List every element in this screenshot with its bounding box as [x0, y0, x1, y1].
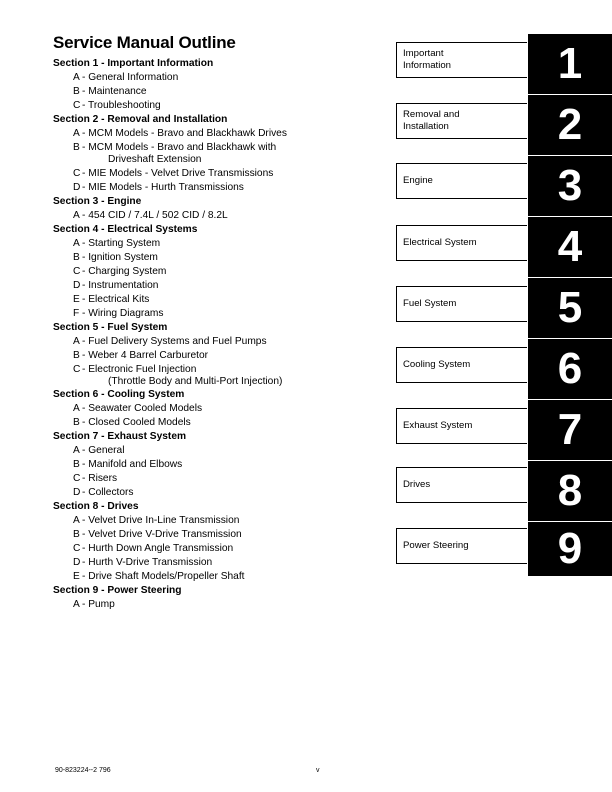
item-text: - Electronic Fuel Injection — [82, 363, 197, 375]
item-text: - General — [82, 445, 125, 456]
list-item — [53, 141, 383, 155]
item-letter: C — [73, 100, 81, 111]
item-text: - Troubleshooting — [82, 100, 161, 111]
list-item — [53, 486, 383, 500]
tab-number-5[interactable]: 5 — [528, 278, 612, 338]
list-item — [53, 402, 383, 416]
item-letter: C — [73, 363, 81, 375]
item-letter: A — [73, 515, 80, 526]
item-text: - MCM Models - Bravo and Blackhawk with — [82, 142, 277, 153]
tab-label-line: Power Steering — [403, 540, 469, 551]
item-text: - Hurth V-Drive Transmission — [82, 557, 213, 568]
section-heading: Section 8 - Drives — [53, 501, 139, 512]
item-letter: A — [73, 128, 80, 139]
list-item — [53, 444, 383, 458]
tab-number-4[interactable]: 4 — [528, 217, 612, 277]
tab-label-line: Removal and — [403, 109, 460, 120]
section-3 — [53, 195, 383, 223]
list-item — [53, 528, 383, 542]
list-item — [53, 514, 383, 528]
item-text: - Closed Cooled Models — [82, 417, 191, 428]
list-item — [53, 265, 383, 279]
section-heading: Section 7 - Exhaust System — [53, 431, 187, 442]
section-heading: Section 3 - Engine — [53, 195, 142, 207]
item-text: - Wiring Diagrams — [82, 307, 164, 319]
list-item — [53, 237, 383, 251]
item-letter: A — [73, 599, 80, 610]
list-item — [53, 556, 383, 570]
item-letter: B — [73, 142, 80, 153]
page-number: v — [316, 767, 320, 774]
item-letter: D — [73, 487, 81, 498]
list-item — [53, 251, 383, 265]
item-letter: A — [73, 72, 80, 83]
tab-number-6[interactable]: 6 — [528, 339, 612, 399]
tab-label-line: Fuel System — [403, 298, 457, 309]
list-item — [53, 363, 383, 377]
item-text: - Charging System — [82, 265, 167, 277]
list-item — [53, 349, 383, 363]
tab-label-line: Drives — [403, 479, 431, 490]
item-text: - Maintenance — [82, 86, 147, 97]
section-2 — [53, 113, 383, 195]
tab-number-9[interactable]: 9 — [528, 522, 612, 576]
document-number: 90-823224--2 796 — [55, 767, 111, 774]
item-letter: C — [73, 265, 81, 277]
item-letter: F — [73, 307, 80, 319]
list-item — [53, 293, 383, 307]
tab-label-5[interactable] — [396, 286, 527, 322]
list-item — [53, 598, 383, 612]
item-text: - MIE Models - Velvet Drive Transmissions — [82, 167, 274, 179]
list-item — [53, 71, 383, 85]
section-9 — [53, 584, 383, 612]
item-letter: A — [73, 445, 80, 456]
list-item — [53, 167, 383, 181]
tab-label-line: Cooling System — [403, 359, 471, 370]
tab-label-line: Information — [403, 60, 451, 71]
item-letter: A — [73, 403, 80, 414]
item-letter: D — [73, 557, 81, 568]
section-4 — [53, 223, 383, 321]
item-letter: C — [73, 167, 81, 179]
section-heading: Section 9 - Power Steering — [53, 585, 182, 596]
item-letter: B — [73, 251, 80, 263]
tab-label-line: Engine — [403, 175, 433, 186]
list-item — [53, 458, 383, 472]
list-item — [53, 416, 383, 430]
tab-label-3[interactable] — [396, 163, 527, 199]
item-text: - Pump — [82, 599, 115, 610]
item-letter: D — [73, 181, 81, 193]
item-text: - General Information — [82, 72, 179, 83]
list-item — [53, 85, 383, 99]
item-text: - MIE Models - Hurth Transmissions — [82, 181, 244, 193]
item-letter: C — [73, 543, 81, 554]
item-text: - Manifold and Elbows — [82, 459, 183, 470]
tab-number-1[interactable]: 1 — [528, 34, 612, 94]
section-5 — [53, 321, 383, 389]
tab-number-3[interactable]: 3 — [528, 156, 612, 216]
item-text: - Electrical Kits — [82, 293, 150, 305]
section-6 — [53, 388, 383, 430]
item-letter: B — [73, 529, 80, 540]
item-letter: C — [73, 473, 81, 484]
item-text: - MCM Models - Bravo and Blackhawk Drives — [82, 128, 287, 139]
list-item-continuation: (Throttle Body and Multi-Port Injection) — [108, 375, 283, 387]
item-letter: A — [73, 335, 80, 347]
item-text: - Drive Shaft Models/Propeller Shaft — [82, 571, 245, 582]
list-item — [53, 472, 383, 486]
tab-label-8[interactable] — [396, 467, 527, 503]
list-item — [53, 307, 383, 321]
item-text: - Starting System — [82, 237, 161, 249]
item-text: - Fuel Delivery Systems and Fuel Pumps — [82, 335, 267, 347]
section-heading: Section 1 - Important Information — [53, 58, 214, 69]
item-text: - 454 CID / 7.4L / 502 CID / 8.2L — [82, 209, 228, 221]
tab-number-8[interactable]: 8 — [528, 461, 612, 521]
item-letter: B — [73, 349, 80, 361]
tab-label-1[interactable] — [396, 42, 527, 78]
list-item — [53, 570, 383, 584]
list-item — [53, 209, 383, 223]
item-text: - Seawater Cooled Models — [82, 403, 203, 414]
item-text: - Weber 4 Barrel Carburetor — [82, 349, 209, 361]
item-letter: B — [73, 417, 80, 428]
list-item — [53, 279, 383, 293]
section-heading: Section 2 - Removal and Installation — [53, 114, 228, 125]
tab-label-line: Important — [403, 48, 444, 59]
list-item-continuation: Driveshaft Extension — [108, 154, 202, 165]
tab-label-4[interactable] — [396, 225, 527, 261]
section-heading: Section 5 - Fuel System — [53, 321, 168, 333]
item-text: - Risers — [82, 473, 118, 484]
list-item — [53, 542, 383, 556]
tab-label-2[interactable] — [396, 103, 527, 139]
tab-number-7[interactable]: 7 — [528, 400, 612, 460]
item-letter: B — [73, 86, 80, 97]
section-1 — [53, 57, 383, 113]
item-letter: D — [73, 279, 81, 291]
item-letter: A — [73, 209, 80, 221]
list-item — [53, 335, 383, 349]
item-text: - Instrumentation — [82, 279, 159, 291]
list-item — [53, 127, 383, 141]
item-letter: B — [73, 459, 80, 470]
tab-label-line: Installation — [403, 121, 449, 132]
item-text: - Velvet Drive In-Line Transmission — [82, 515, 240, 526]
list-item — [53, 181, 383, 195]
item-letter: E — [73, 293, 80, 305]
item-text: - Collectors — [82, 487, 134, 498]
item-text: - Hurth Down Angle Transmission — [82, 543, 234, 554]
item-letter: A — [73, 237, 80, 249]
tab-label-6[interactable] — [396, 347, 527, 383]
tab-label-line: Exhaust System — [403, 420, 473, 431]
item-letter: E — [73, 571, 80, 582]
item-text: - Ignition System — [82, 251, 158, 263]
tab-label-7[interactable] — [396, 408, 527, 444]
tab-label-9[interactable] — [396, 528, 527, 564]
section-heading: Section 6 - Cooling System — [53, 389, 185, 400]
section-7 — [53, 430, 383, 500]
section-outline — [53, 57, 383, 612]
tab-number-2[interactable]: 2 — [528, 95, 612, 155]
list-item — [53, 99, 383, 113]
item-text: - Velvet Drive V-Drive Transmission — [82, 529, 242, 540]
page-title: Service Manual Outline — [53, 33, 236, 52]
section-8 — [53, 500, 383, 584]
tab-label-line: Electrical System — [403, 237, 477, 248]
section-heading: Section 4 - Electrical Systems — [53, 223, 198, 235]
